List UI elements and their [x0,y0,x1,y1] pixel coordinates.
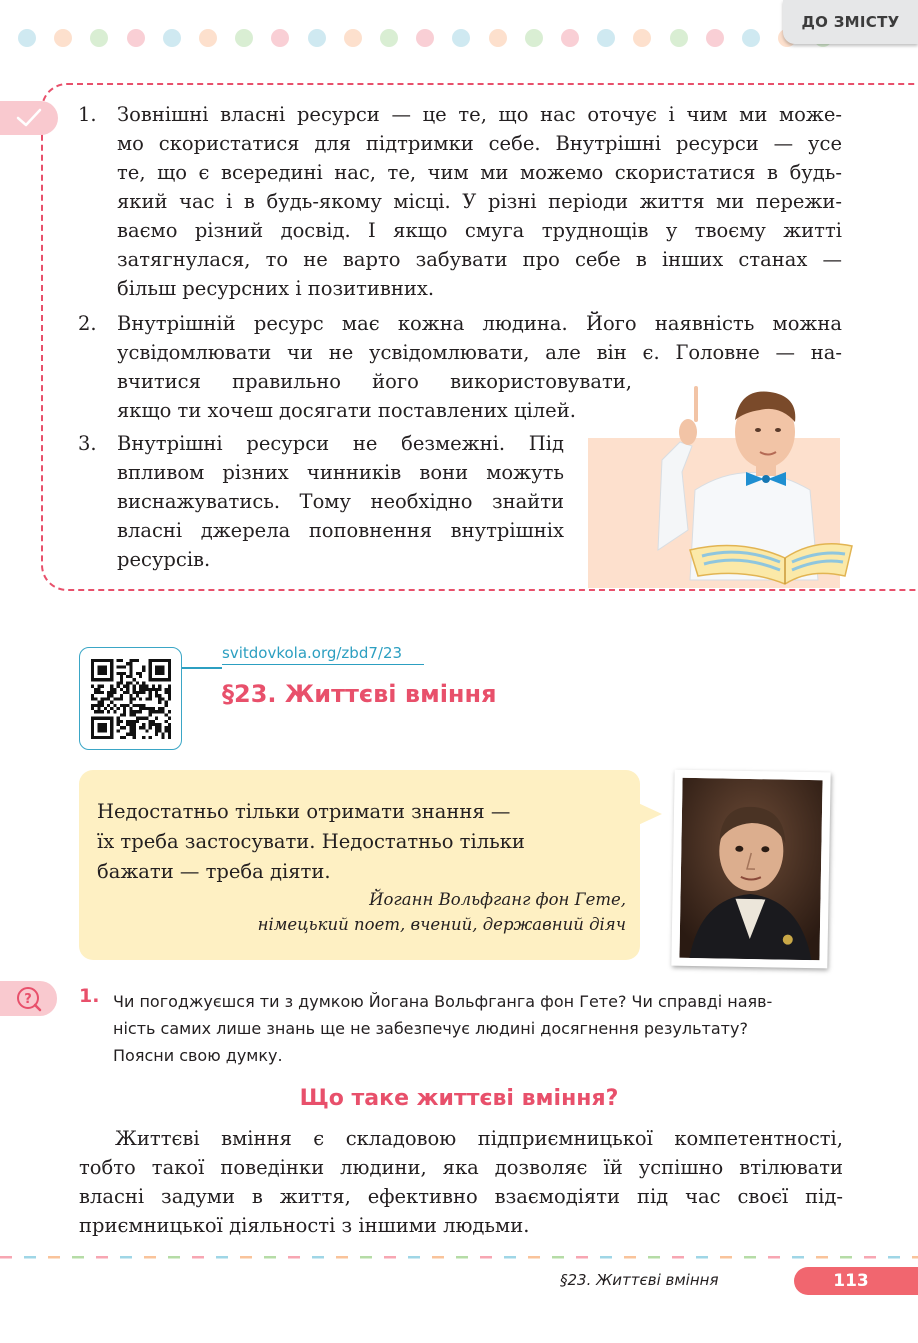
author-name: Йоганн Вольфганг фон Гете, [369,890,626,909]
top-dots-decoration [18,29,778,47]
question-number: 1. [79,985,100,1007]
question-tab [0,981,57,1016]
question-text [113,988,772,1069]
decorative-dot [706,29,724,47]
list-number: 3. [78,432,97,455]
quote-line: їх треба застосувати. Недостатньо тільки [97,830,525,853]
quote-line: бажати — треба діяти. [97,860,331,883]
decorative-dot [416,29,434,47]
table-of-contents-button[interactable]: ДО ЗМІСТУ [783,0,918,44]
paragraph-line: власні задуми в життя, ефективно взаємодіяти під час своєї під- [79,1185,843,1208]
decorative-dot [54,29,72,47]
portrait-image [679,778,822,960]
page-number: 113 [794,1267,918,1295]
list-line: те, що є всередині нас, те, чим ми можемо скористатися в будь- [117,161,842,184]
list-line: власні джерела поповнення внутрішніх [117,519,564,542]
body-paragraph [79,1124,843,1240]
qr-code-icon [91,659,171,739]
decorative-dot [127,29,145,47]
decorative-dot [344,29,362,47]
svg-text:?: ? [23,991,32,1007]
decorative-dot [271,29,289,47]
decorative-dot [561,29,579,47]
list-line: впливом різних чинників вони можуть [117,461,564,484]
list-number: 2. [78,312,97,335]
question-line: Поясни свою думку. [113,1046,283,1065]
decorative-dot [308,29,326,47]
goethe-portrait [671,770,830,969]
quote-bubble-tail [636,802,662,826]
checkmark-tab [0,101,58,135]
checkmark-icon [15,107,43,129]
decorative-dot [380,29,398,47]
list-line: усвідомлювати чи не усвідомлювати, але він є. Головне — на- [117,341,842,364]
decorative-dot [489,29,507,47]
question-icon [16,986,42,1012]
list-line: ваємо різний досвід. І якщо смуга труднощів у твоєму житті [117,219,842,242]
list-line: Зовнішні власні ресурси — це те, що нас оточує і чим ми може- [117,103,842,126]
quote-author [206,887,626,937]
list-line: більш ресурсних і позитивних. [117,277,435,300]
list-line: Внутрішні ресурси не безмежні. Під [117,432,564,455]
question-line: Чи погоджуєшся ти з думкою Йогана Вольфганга фон Гете? Чи справді наяв- [113,992,773,1011]
link-connector-line [182,667,222,669]
list-line: затягнулася, то не варто забувати про себе в інших станах — [117,248,842,271]
decorative-dot [597,29,615,47]
decorative-dot [525,29,543,47]
decorative-dot [633,29,651,47]
subheading: Що таке життєві вміння? [299,1086,619,1111]
footer-section-title: §23. Життєві вміння [560,1271,719,1289]
list-line: який час і в будь-якому місці. У різні періоди життя ми пережи- [117,190,842,213]
decorative-dot [742,29,760,47]
list-line: вчитися правильно його використовувати, [117,370,632,393]
list-number: 1. [78,103,97,126]
decorative-dot [163,29,181,47]
bottom-dashed-divider [0,1256,918,1260]
list-line: якщо ти хочеш досягати поставлених цілей. [117,399,576,422]
boy-with-book-illustration [640,380,855,592]
decorative-dot [199,29,217,47]
question-line: ність самих лише знань ще не забезпечує людині досягнення результату? [113,1019,748,1038]
decorative-dot [90,29,108,47]
paragraph-line: тобто такої поведінки людини, яка дозволяє їй успішно втілювати [79,1156,843,1179]
list-line: мо скористатися для підтримки себе. Внутрішні ресурси — усе [117,132,842,155]
section-title: §23. Життєві вміння [222,680,497,708]
qr-code[interactable] [79,647,182,750]
list-line: виснажуватись. Тому необхідно знайти [117,490,564,513]
quote-line: Недостатньо тільки отримати знання — [97,800,511,823]
section-link[interactable]: svitdovkola.org/zbd7/23 [222,644,424,665]
paragraph-line: приємницької діяльності з іншими людьми. [79,1214,530,1237]
list-line: ресурсів. [117,548,211,571]
list-line: Внутрішній ресурс має кожна людина. Його наявність можна [117,312,842,335]
paragraph-line: Життєві вміння є складовою підприємницької компетентності, [115,1127,843,1150]
decorative-dot [235,29,253,47]
quote-text [97,797,525,887]
decorative-dot [670,29,688,47]
decorative-dot [18,29,36,47]
author-description: німецький поет, вчений, державний діяч [257,915,626,934]
decorative-dot [452,29,470,47]
